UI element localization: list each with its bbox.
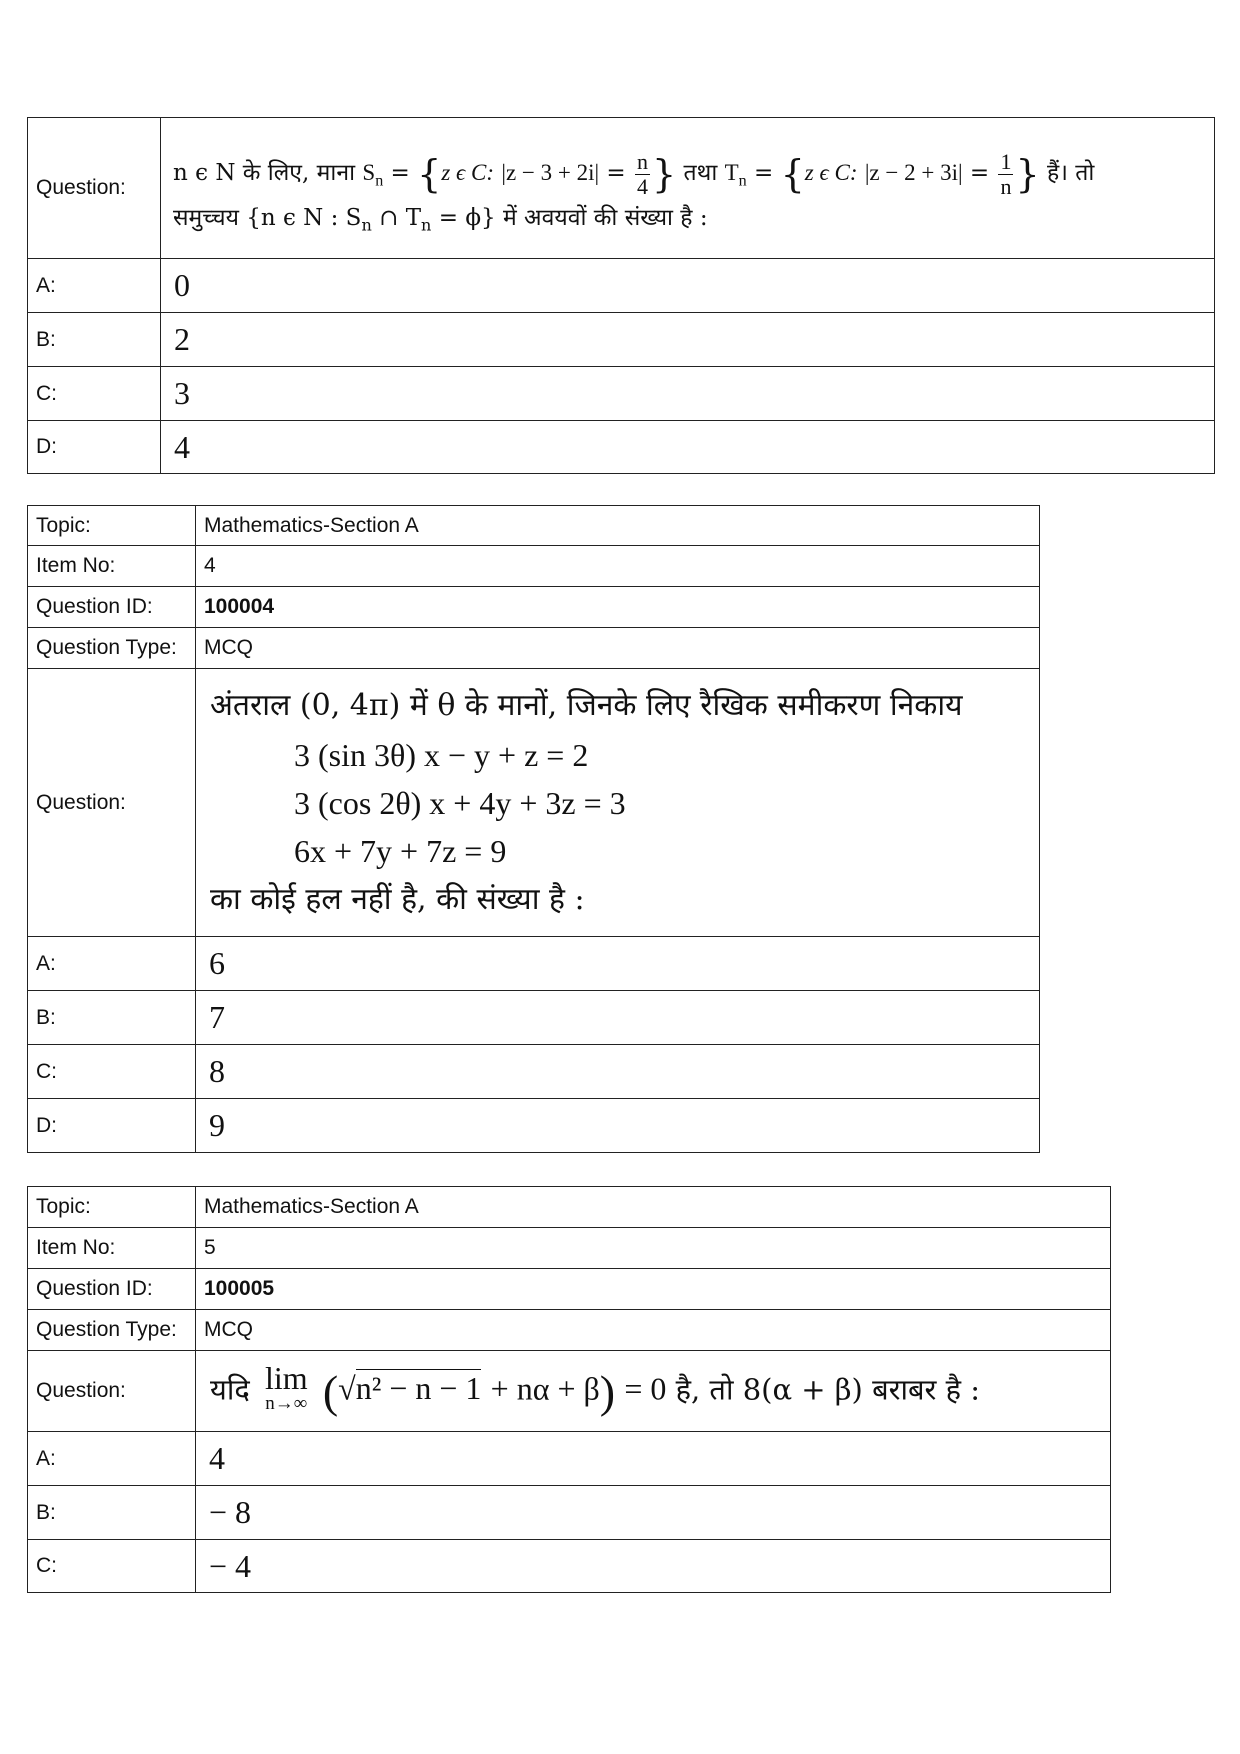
equation-1: 3 (sin 3θ) x − y + z = 2 bbox=[294, 736, 589, 773]
item-no-label: Item No: bbox=[28, 1228, 196, 1269]
S-modulus: |z − 3 + 2i| bbox=[501, 160, 600, 185]
option-row-c bbox=[28, 367, 1215, 421]
option-row-a bbox=[28, 937, 1040, 991]
question-table-3 bbox=[27, 1186, 1111, 1593]
option-value: 0 bbox=[161, 259, 1215, 313]
question-table-2 bbox=[27, 505, 1040, 1153]
limit-rest: + nα + β bbox=[490, 1370, 600, 1406]
option-row-b bbox=[28, 313, 1215, 367]
option-value: 4 bbox=[196, 1432, 1111, 1486]
option-label: A: bbox=[28, 1432, 196, 1486]
question-type-label: Question Type: bbox=[28, 628, 196, 669]
option-label: C: bbox=[28, 1045, 196, 1099]
equals-sign-2: = bbox=[754, 160, 774, 186]
sqrt-body: n² − n − 1 bbox=[355, 1370, 482, 1406]
S-symbol: S bbox=[362, 160, 376, 185]
option-label: C: bbox=[28, 367, 161, 421]
question-type-row bbox=[28, 1310, 1111, 1351]
question-line-5: का कोई हल नहीं है, की संख्या है : bbox=[210, 881, 585, 917]
question-row bbox=[28, 669, 1040, 937]
topic-value: Mathematics-Section A bbox=[196, 1187, 1111, 1228]
question-text: n ϵ N के लिए, माना $S_n = \{z$ ϵ C: |z − 3 + 2i| = $\frac{n}{4}$ } तथा $T_n = \{z$ ϵ C: |z − 2 + 3i| = $\frac{1}{n}$ } हैं। तो समुच्चय {n ϵ N : $S_n$ ∩ $T_n = \phi$} में अवयवों की संख्या है : bbox=[161, 118, 1215, 259]
option-row-d bbox=[28, 421, 1215, 474]
set-z-T: z ϵ C: bbox=[804, 160, 858, 185]
option-row-b bbox=[28, 1486, 1111, 1540]
S-subscript: n bbox=[375, 172, 384, 190]
question-type-row bbox=[28, 628, 1040, 669]
question-table-1 bbox=[27, 117, 1215, 474]
option-row-b bbox=[28, 991, 1040, 1045]
text-yadi: यदि bbox=[210, 1372, 250, 1406]
option-row-d bbox=[28, 1099, 1040, 1153]
T-fraction: $\frac{1}{n}$ bbox=[1000, 148, 1012, 199]
option-label: A: bbox=[28, 937, 196, 991]
S-fraction: $\frac{n}{4}$ bbox=[637, 148, 649, 199]
option-value: 4 bbox=[161, 421, 1215, 474]
question-id-value: 100004 bbox=[196, 587, 1040, 628]
item-no-row bbox=[28, 546, 1040, 587]
option-value: 2 bbox=[161, 313, 1215, 367]
question-line-2: समुच्चय {n ϵ N : $S_n$ ∩ $T_n = \phi$} में अवयवों की संख्या है : bbox=[173, 205, 708, 235]
T-subscript: n bbox=[738, 172, 747, 190]
topic-label: Topic: bbox=[28, 1187, 196, 1228]
question-id-row bbox=[28, 1269, 1111, 1310]
option-label: B: bbox=[28, 991, 196, 1045]
option-label: B: bbox=[28, 1486, 196, 1540]
question-label: Question: bbox=[28, 669, 196, 937]
question-label: Question: bbox=[28, 118, 161, 259]
question-type-value: MCQ bbox=[196, 1310, 1111, 1351]
option-value: − 4 bbox=[196, 1540, 1111, 1593]
text-tatha: तथा bbox=[683, 160, 718, 186]
question-id-row bbox=[28, 587, 1040, 628]
option-label: D: bbox=[28, 421, 161, 474]
option-label: D: bbox=[28, 1099, 196, 1153]
text-hain-to: हैं। तो bbox=[1046, 160, 1095, 186]
topic-row bbox=[28, 1187, 1111, 1228]
limit-operator: lim n→∞ bbox=[264, 1360, 308, 1414]
question-id-value: 100005 bbox=[196, 1269, 1111, 1310]
item-no-row bbox=[28, 1228, 1111, 1269]
option-row-c bbox=[28, 1045, 1040, 1099]
question-text bbox=[196, 669, 1040, 937]
T-equals: = bbox=[969, 160, 990, 186]
question-id-label: Question ID: bbox=[28, 1269, 196, 1310]
text-hai-to: है, तो 8(α + β) बराबर है : bbox=[675, 1372, 981, 1406]
equals-sign: = bbox=[390, 160, 410, 186]
item-no-value: 5 bbox=[196, 1228, 1111, 1269]
option-row-a bbox=[28, 1432, 1111, 1486]
topic-value: Mathematics-Section A bbox=[196, 506, 1040, 546]
equation-2: 3 (cos 2θ) x + 4y + 3z = 3 bbox=[294, 784, 626, 821]
item-no-value: 4 bbox=[196, 546, 1040, 587]
equation-3: 6x + 7y + 7z = 9 bbox=[294, 832, 507, 869]
T-modulus: |z − 2 + 3i| bbox=[864, 160, 963, 185]
n-in-N: n ϵ N bbox=[173, 160, 236, 186]
option-row-a bbox=[28, 259, 1215, 313]
option-value: 9 bbox=[196, 1099, 1040, 1153]
option-row-c bbox=[28, 1540, 1111, 1593]
question-type-label: Question Type: bbox=[28, 1310, 196, 1351]
option-value: 7 bbox=[196, 991, 1040, 1045]
option-label: C: bbox=[28, 1540, 196, 1593]
question-row bbox=[28, 1351, 1111, 1432]
question-text: यदि lim n→∞ (√n² − n − 1 + nα + β) = 0 है, तो 8(α + β) बराबर है : bbox=[196, 1351, 1111, 1432]
option-value: 3 bbox=[161, 367, 1215, 421]
question-type-value: MCQ bbox=[196, 628, 1040, 669]
question-label: Question: bbox=[28, 1351, 196, 1432]
question-line-1: अंतराल (0, 4π) में θ के मानों, जिनके लिए रैखिक समीकरण निकाय bbox=[210, 687, 963, 723]
option-value: 6 bbox=[196, 937, 1040, 991]
option-value: 8 bbox=[196, 1045, 1040, 1099]
text-for: के लिए, माना bbox=[242, 160, 356, 186]
option-label: A: bbox=[28, 259, 161, 313]
question-id-label: Question ID: bbox=[28, 587, 196, 628]
topic-row bbox=[28, 506, 1040, 546]
topic-label: Topic: bbox=[28, 506, 196, 546]
item-no-label: Item No: bbox=[28, 546, 196, 587]
equals-zero: = 0 bbox=[624, 1370, 667, 1406]
option-label: B: bbox=[28, 313, 161, 367]
option-value: − 8 bbox=[196, 1486, 1111, 1540]
S-equals: = bbox=[606, 160, 626, 186]
set-z-S: z ϵ C: bbox=[441, 160, 495, 185]
question-row bbox=[28, 118, 1215, 259]
T-symbol: T bbox=[724, 160, 739, 185]
